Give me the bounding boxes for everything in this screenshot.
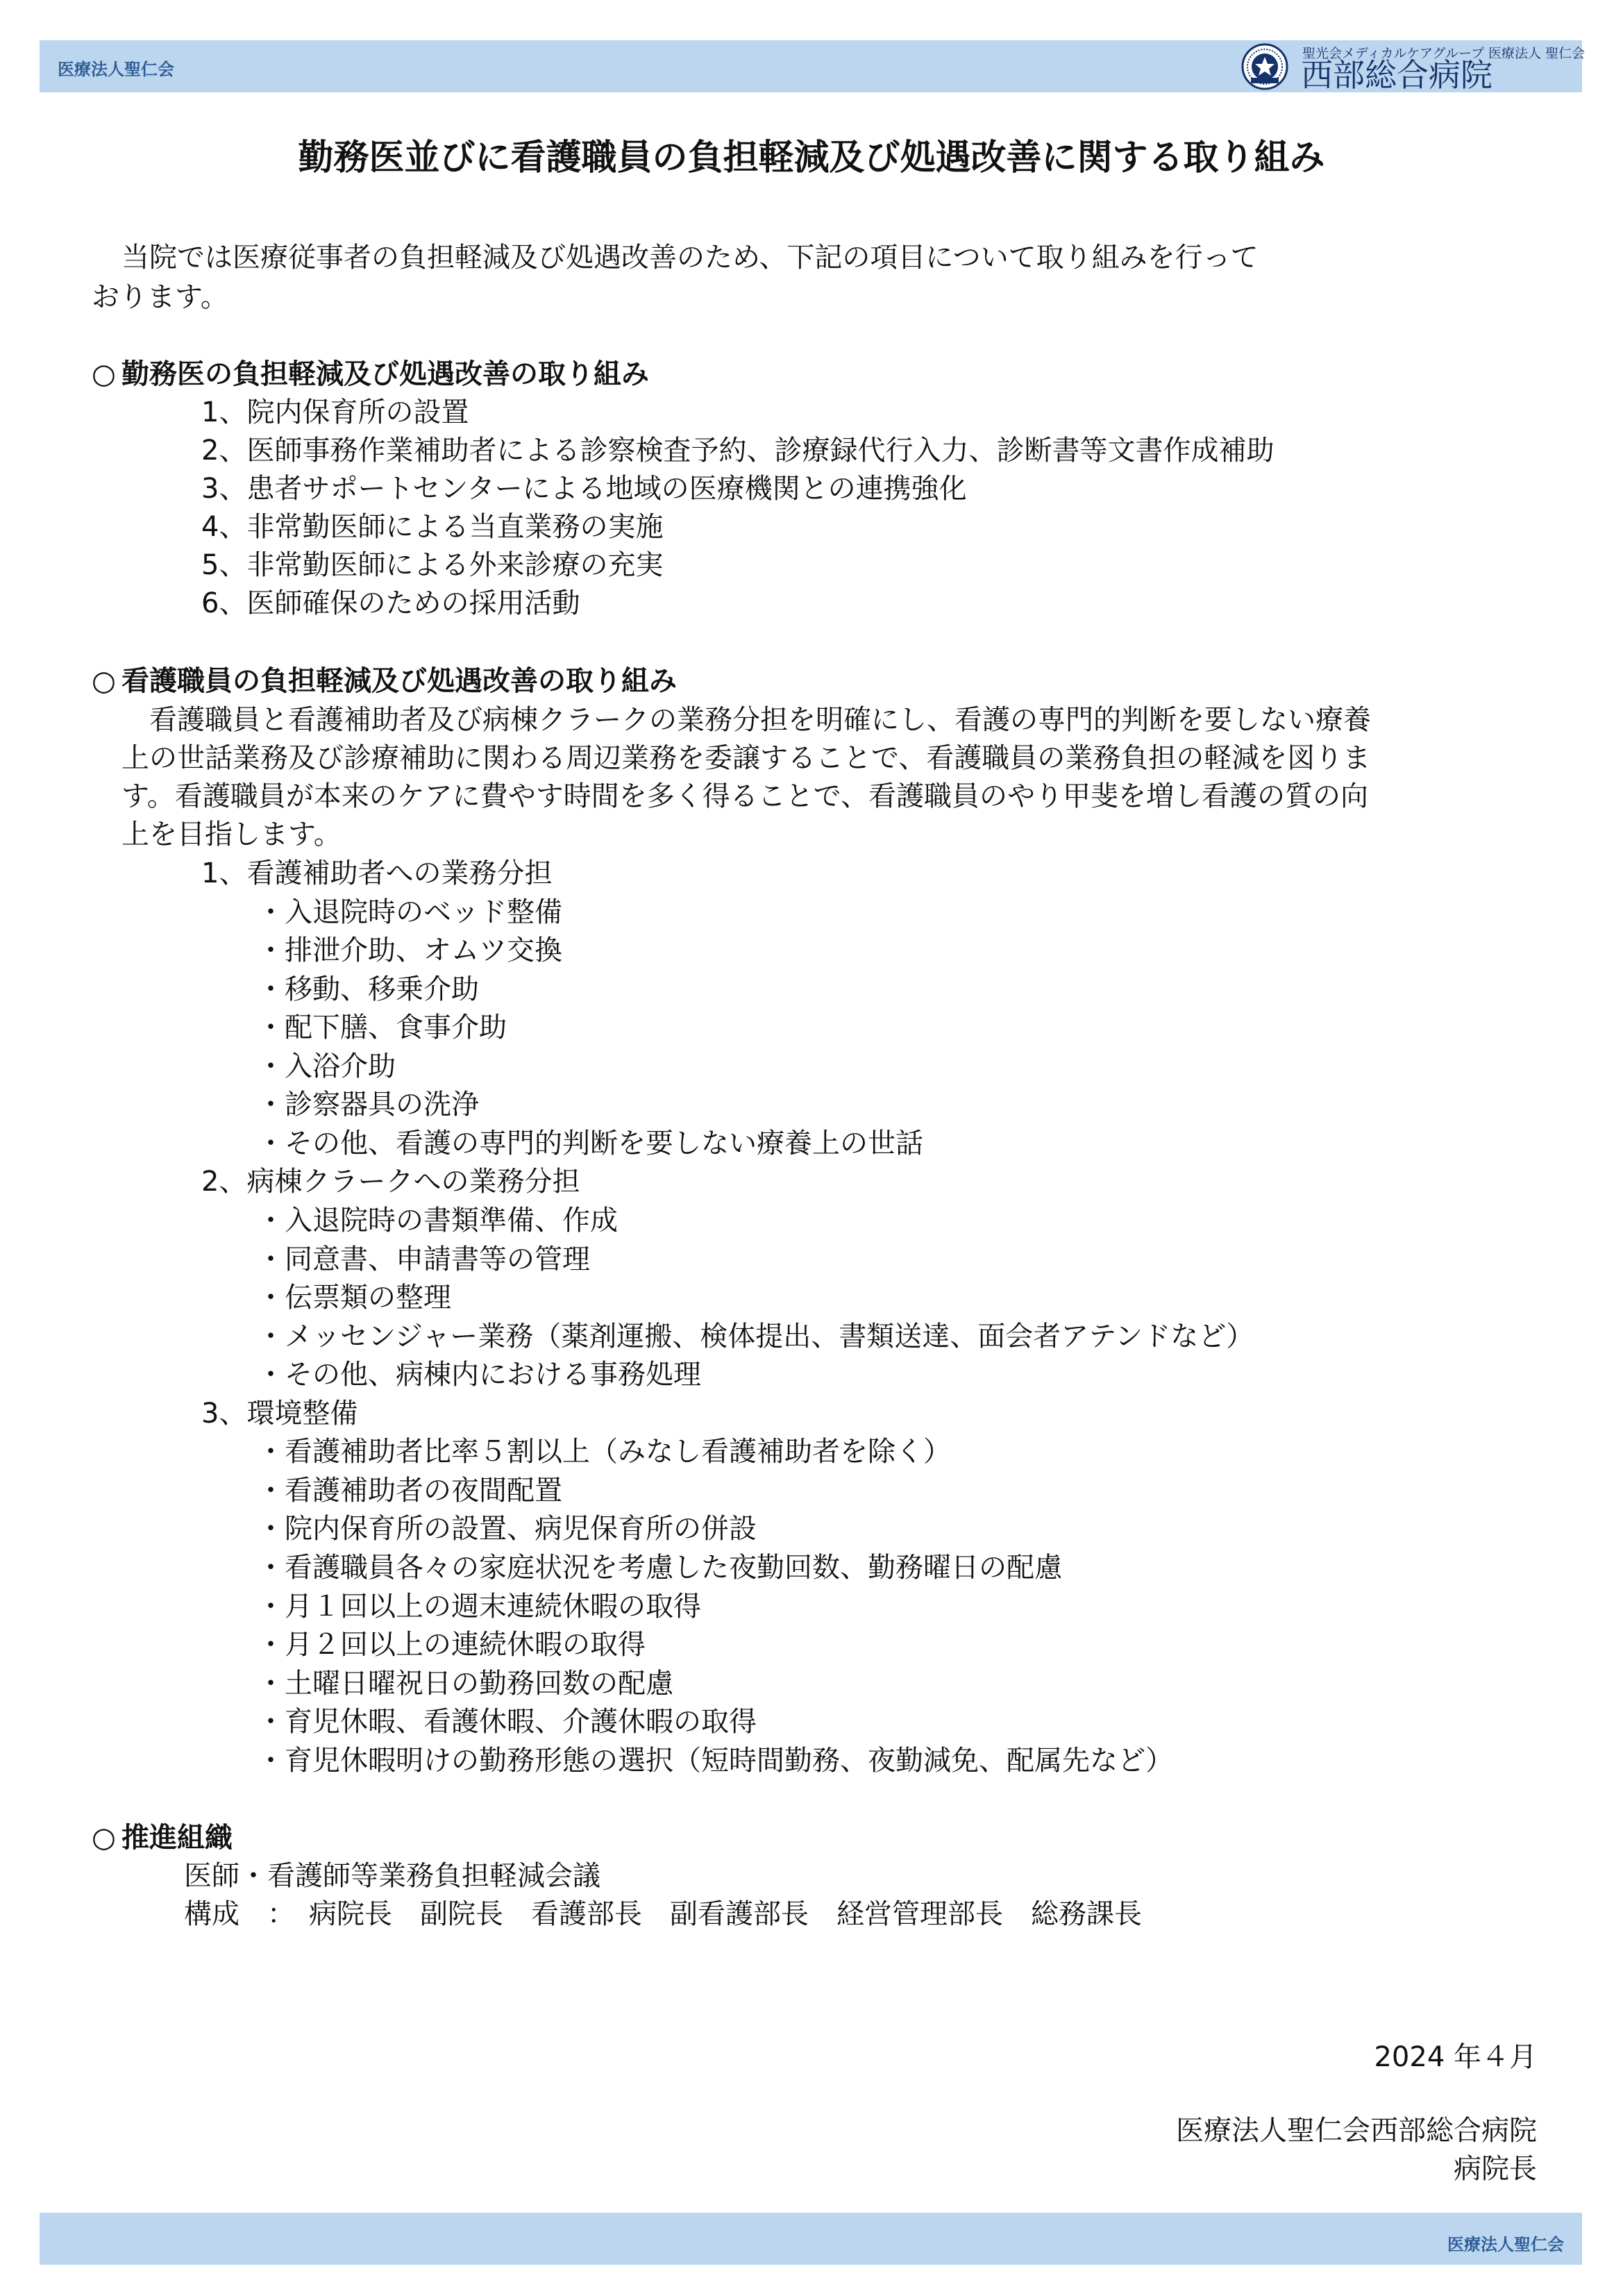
header-org-name: 医療法人聖仁会 xyxy=(58,60,174,79)
nurses-para-line-3: す。看護職員が本来のケアに費やす時間を多く得ることで、看護職員のやり甲斐を増し看護の質の向 xyxy=(121,780,1368,812)
doctor-item-4: 4、非常勤医師による当直業務の実施 xyxy=(201,511,664,543)
nurse-group-3-item: ・看護補助者の夜間配置 xyxy=(257,1475,562,1507)
section-org-marker: ○ xyxy=(92,1822,116,1854)
doctor-item-1: 1、院内保育所の設置 xyxy=(201,396,469,428)
nurse-group-3-item: ・土曜日曜祝日の勤務回数の配慮 xyxy=(257,1668,673,1700)
nurse-group-1-item: ・排泄介助、オムツ交換 xyxy=(257,935,562,966)
nurse-group-3-item: ・育児休暇明けの勤務形態の選択（短時間勤務、夜勤減免、配属先など） xyxy=(257,1745,1173,1777)
committee-composition: 構成 ： 病院長 副院長 看護部長 副看護部長 経営管理部長 総務課長 xyxy=(184,1898,1142,1930)
nurse-group-2-item: ・入退院時の書類準備、作成 xyxy=(257,1205,618,1237)
logo-hospital-name: 西部総合病院 xyxy=(1301,56,1492,94)
signature-hospital: 医療法人聖仁会西部総合病院 xyxy=(1176,2115,1537,2147)
hospital-emblem-icon xyxy=(1241,43,1288,90)
nurse-group-3-title: 3、環境整備 xyxy=(201,1398,358,1430)
footer-band xyxy=(40,2213,1582,2265)
doctor-item-6: 6、医師確保のための採用活動 xyxy=(201,587,580,619)
section-nurses-heading: 看護職員の負担軽減及び処遇改善の取り組み xyxy=(121,665,677,697)
nurse-group-3-item: ・育児休暇、看護休暇、介護休暇の取得 xyxy=(257,1706,757,1738)
nurse-group-1-item: ・入浴介助 xyxy=(257,1050,396,1082)
section-nurses-marker: ○ xyxy=(92,665,116,697)
issue-date: 2024 年４月 xyxy=(1374,2041,1537,2073)
section-doctors-marker: ○ xyxy=(92,358,116,390)
committee-name: 医師・看護師等業務負担軽減会議 xyxy=(184,1860,600,1892)
nurse-group-1-item: ・移動、移乗介助 xyxy=(257,973,479,1005)
signature-title: 病院長 xyxy=(1454,2153,1537,2185)
nurse-group-1-item: ・入退院時のベッド整備 xyxy=(257,896,562,928)
section-doctors-heading: 勤務医の負担軽減及び処遇改善の取り組み xyxy=(121,358,649,390)
nurse-group-1-title: 1、看護補助者への業務分担 xyxy=(201,857,553,889)
doctor-item-3: 3、患者サポートセンターによる地域の医療機関との連携強化 xyxy=(201,473,967,505)
nurse-group-2-item: ・メッセンジャー業務（薬剤運搬、検体提出、書類送達、面会者アテンドなど） xyxy=(257,1321,1254,1352)
nurse-group-1-item: ・診察器具の洗浄 xyxy=(257,1089,479,1121)
nurse-group-3-item: ・看護補助者比率５割以上（みなし看護補助者を除く） xyxy=(257,1436,951,1468)
page-title: 勤務医並びに看護職員の負担軽減及び処遇改善に関する取り組み xyxy=(298,137,1325,178)
nurse-group-2-item: ・その他、病棟内における事務処理 xyxy=(257,1359,701,1391)
hospital-logo xyxy=(1241,43,1586,94)
nurse-group-3-item: ・看護職員各々の家庭状況を考慮した夜勤回数、勤務曜日の配慮 xyxy=(257,1552,1062,1584)
nurses-para-line-2: 上の世話業務及び診療補助に関わる周辺業務を委譲することで、看護職員の業務負担の軽減を図りま xyxy=(121,742,1371,774)
logo-tagline: 聖光会メディカルケアグループ 医療法人 聖仁会 xyxy=(1302,46,1586,61)
nurse-group-1-item: ・配下膳、食事介助 xyxy=(257,1012,507,1044)
nurse-group-3-item: ・院内保育所の設置、病児保育所の併設 xyxy=(257,1513,757,1545)
nurse-group-3-item: ・月２回以上の連続休暇の取得 xyxy=(257,1629,646,1661)
nurse-group-2-item: ・伝票類の整理 xyxy=(257,1282,451,1314)
nurse-group-2-title: 2、病棟クラークへの業務分担 xyxy=(201,1166,580,1198)
doctor-item-2: 2、医師事務作業補助者による診察検査予約、診療録代行入力、診断書等文書作成補助 xyxy=(201,435,1275,467)
intro-line-1: 当院では医療従事者の負担軽減及び処遇改善のため、下記の項目について取り組みを行って xyxy=(121,242,1259,274)
doctor-item-5: 5、非常勤医師による外来診療の充実 xyxy=(201,549,664,581)
nurses-para-line-4: 上を目指します。 xyxy=(121,819,342,850)
intro-line-2: おります。 xyxy=(92,281,228,313)
footer-org-name: 医療法人聖仁会 xyxy=(1447,2235,1564,2254)
nurse-group-2-item: ・同意書、申請書等の管理 xyxy=(257,1243,590,1275)
nurse-group-1-item: ・その他、看護の専門的判断を要しない療養上の世話 xyxy=(257,1128,923,1159)
nurses-para-line-1: 看護職員と看護補助者及び病棟クラークの業務分担を明確にし、看護の専門的判断を要しない療養 xyxy=(149,704,1371,736)
section-org-heading: 推進組織 xyxy=(121,1822,233,1854)
nurse-group-3-item: ・月１回以上の週末連続休暇の取得 xyxy=(257,1591,701,1623)
